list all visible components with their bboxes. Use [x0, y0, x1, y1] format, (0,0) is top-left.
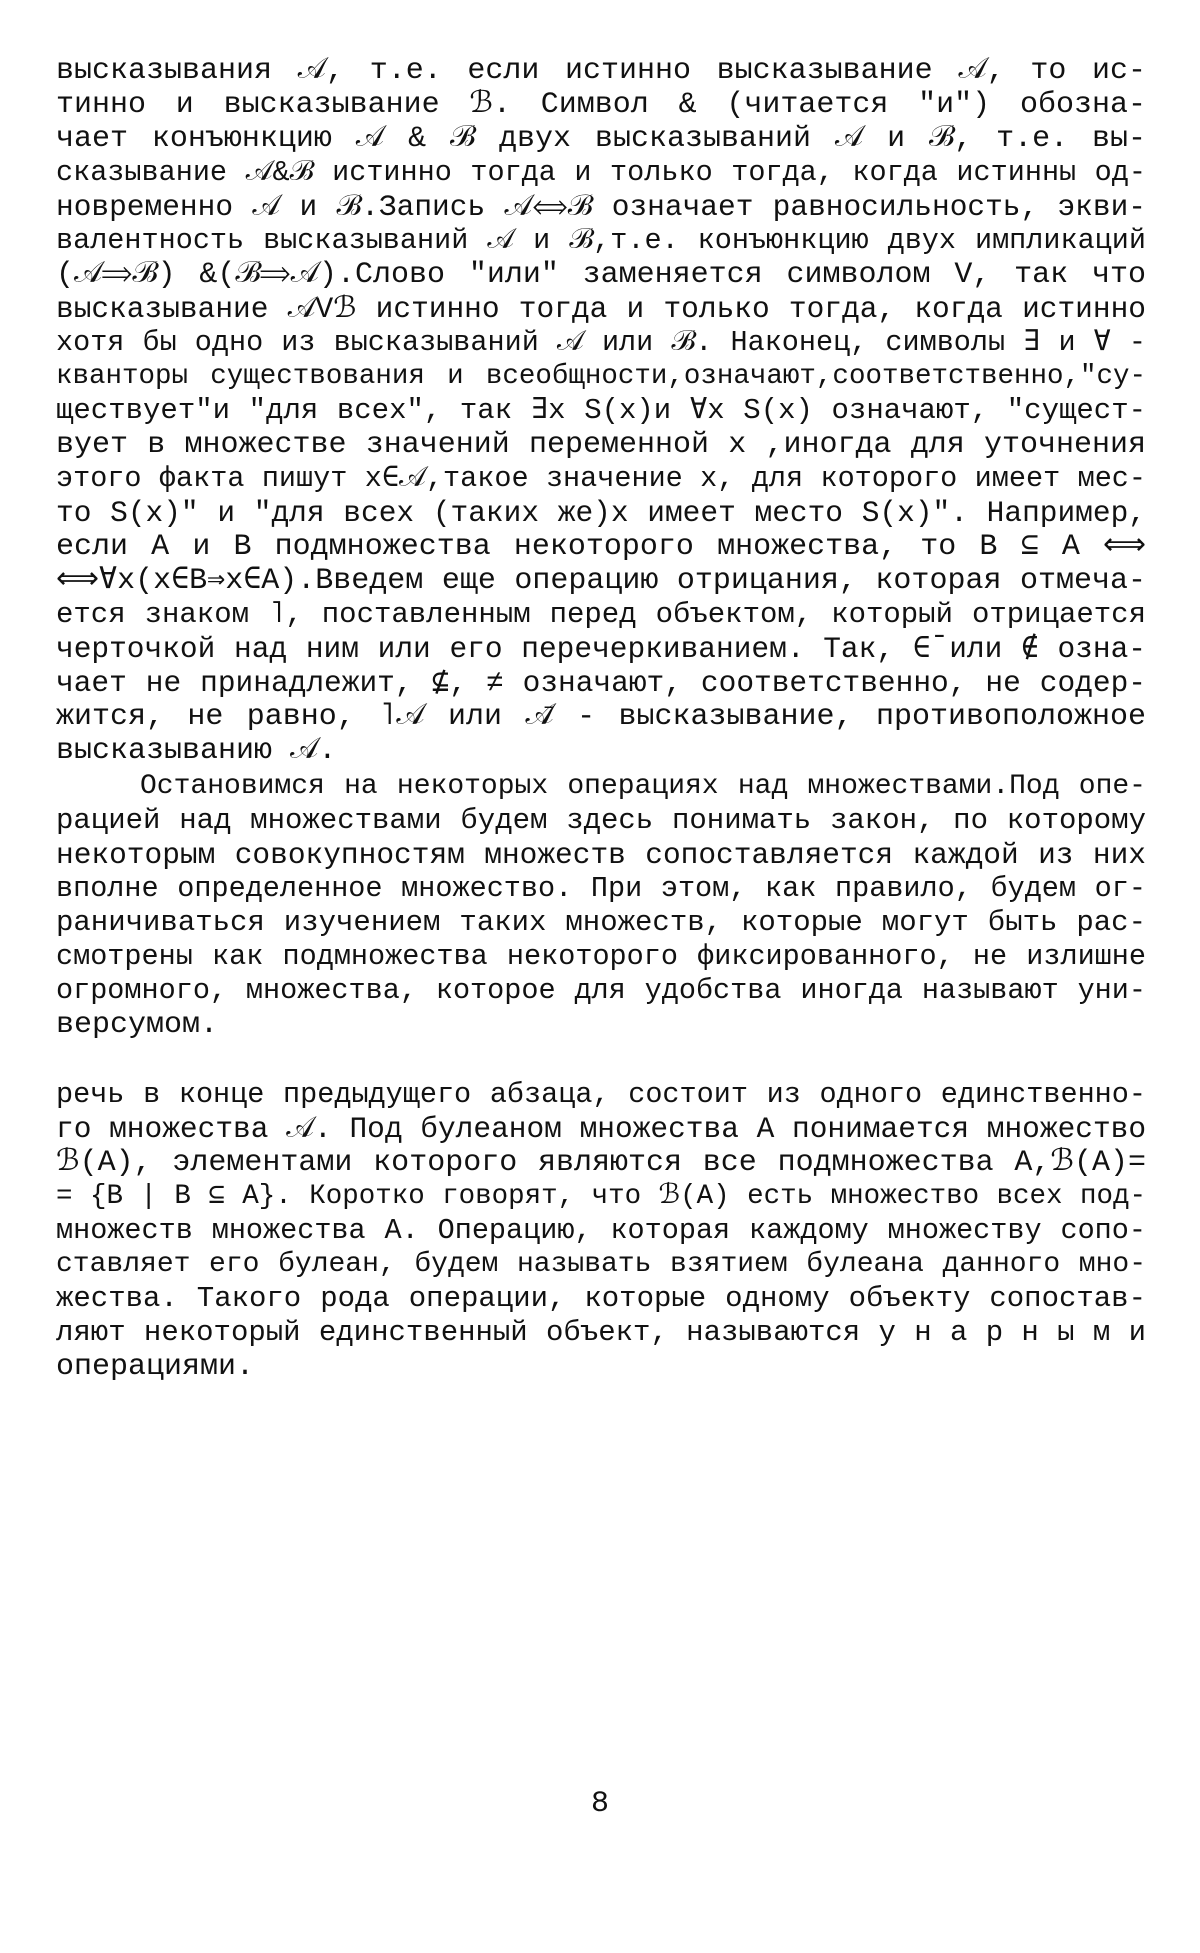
- text-line: смотрены как подмножества некоторого фиксированного, не излишне: [56, 940, 1146, 973]
- text-line: раничиваться изучением таких множеств, которые могут быть рас-: [56, 906, 1146, 939]
- text-line: ляют некоторый единственный объект, называются у н а р н ы м и: [56, 1316, 1146, 1349]
- text-line: высказывание 𝒜Vℬ истинно тогда и только тогда, когда истинно: [56, 292, 1146, 326]
- text-line: (𝒜⟹ℬ) &(ℬ⟹𝒜).Слово "или" заменяется символом V, так что: [56, 258, 1146, 292]
- text-line: ществует"и "для всех", так ∃x S(x)и ∀x S(x) означают, "сущест-: [56, 394, 1146, 427]
- text-line: ⟺∀x(x∈B⇒x∈A).Введем еще операцию отрицания, которая отмеча-: [56, 564, 1146, 598]
- text-line: черточкой над ним или его перечеркиванием. Так, ∈̄ или ∉ озна-: [56, 632, 1146, 666]
- text-line: = {B | B ⊆ A}. Коротко говорят, что ℬ(A) есть множество всех под-: [56, 1181, 1146, 1212]
- text-line: если A и B подмножества некоторого множества, то B ⊆ A ⟺: [56, 530, 1146, 564]
- text-line: операциями.: [56, 1350, 255, 1384]
- text-line: множеств множества A. Операцию, которая каждому множеству сопо-: [56, 1214, 1146, 1247]
- text-line: то S(x)" и "для всех (таких же)x имеет место S(x)". Например,: [56, 496, 1146, 530]
- text-line: ется знаком ˥, поставленным перед объектом, который отрицается: [56, 598, 1146, 631]
- text-line: чает не принадлежит, ⊈, ≠ означают, соответственно, не содер-: [56, 666, 1146, 700]
- text-line: го множества 𝒜. Под булеаном множества A понимается множество: [56, 1112, 1146, 1146]
- text-line: этого факта пишут x∈𝒜,такое значение x, для которого имеет мес-: [56, 462, 1146, 495]
- page-number: 8: [590, 1787, 609, 1821]
- text-line: жится, не равно, ˥𝒜 или 𝒜̄ - высказывание, противоположное: [56, 700, 1146, 734]
- text-line: ℬ(A), элементами которого являются все подмножества A,ℬ(A)=: [56, 1146, 1146, 1180]
- text-line: некоторым совокупностям множеств сопоставляется каждой из них: [56, 838, 1146, 872]
- text-line: жества. Такого рода операции, которые одному объекту сопостав-: [56, 1282, 1146, 1315]
- text-line: высказыванию 𝒜.: [56, 734, 337, 768]
- text-line: тинно и высказывание ℬ. Символ & (читается "и") обозна-: [56, 88, 1146, 122]
- text-line: валентность высказываний 𝒜 и ℬ,т.е. конъюнкцию двух импликаций: [56, 224, 1146, 257]
- text-line: чает конъюнкцию 𝒜 & ℬ двух высказываний 𝒜 и ℬ, т.е. вы-: [56, 122, 1146, 156]
- text-line: хотя бы одно из высказываний 𝒜 или ℬ. Наконец, символы ∃ и ∀ -: [56, 326, 1146, 359]
- text-line: Остановимся на некоторых операциях над множествами.Под опе-: [140, 771, 1146, 802]
- text-line: рацией над множествами будем здесь понимать закон, по которому: [56, 804, 1146, 837]
- text-line: речь в конце предыдущего абзаца, состоит из одного единственно-: [56, 1078, 1146, 1111]
- text-line: кванторы существования и всеобщности,означают,соответственно,"су-: [56, 361, 1146, 392]
- text-line: версумом.: [56, 1008, 219, 1042]
- text-line: новременно 𝒜 и ℬ.Запись 𝒜⟺ℬ означает равносильность, экви-: [56, 190, 1146, 224]
- text-line: высказывания 𝒜, т.е. если истинно высказывание 𝒜, то ис-: [56, 54, 1146, 88]
- text-line: сказывание 𝒜&ℬ истинно тогда и только тогда, когда истинны од-: [56, 156, 1146, 189]
- text-line: ставляет его булеан, будем называть взятием булеана данного мно-: [56, 1249, 1146, 1280]
- text-line: вполне определенное множество. При этом, как правило, будем ог-: [56, 872, 1146, 905]
- text-line: огромного, множества, которое для удобства иногда называют уни-: [56, 974, 1146, 1007]
- text-line: вует в множестве значений переменной x ,иногда для уточнения: [56, 428, 1146, 462]
